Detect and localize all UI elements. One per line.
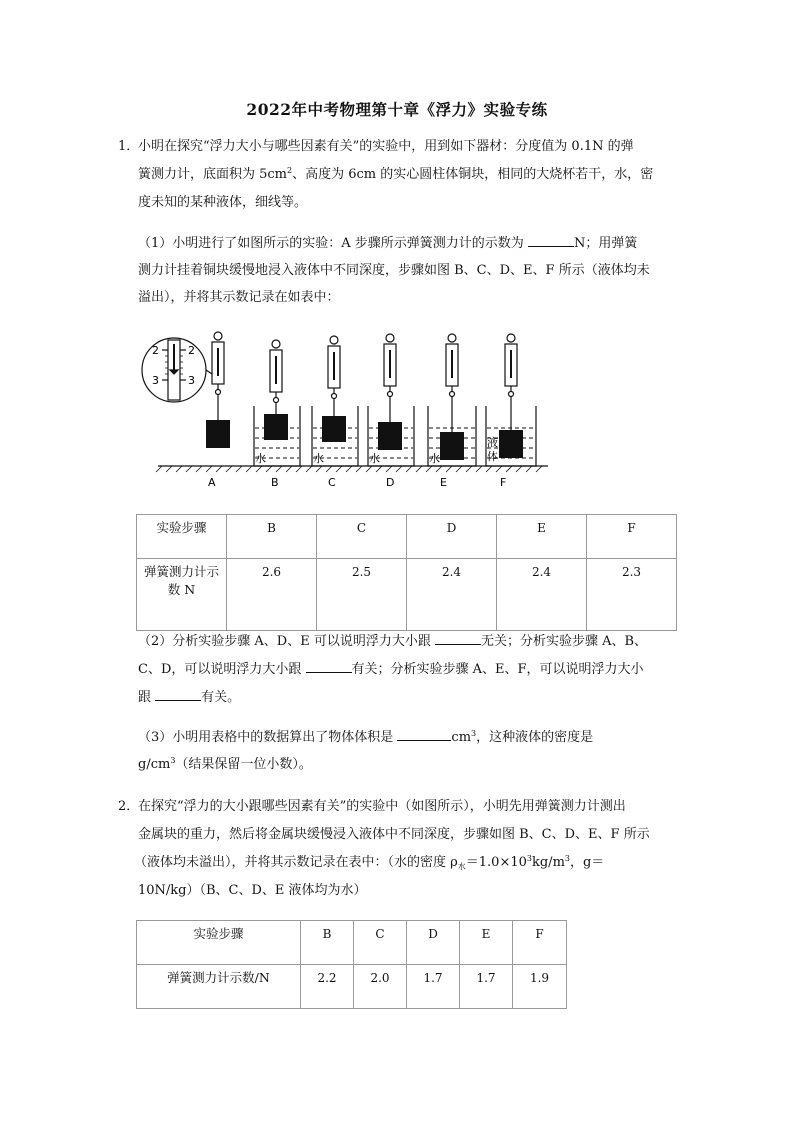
step-label-d: D (386, 476, 395, 489)
table-cell: C (354, 921, 407, 965)
table-cell: 2.4 (407, 559, 497, 631)
table-row-label: 弹簧测力计示数/N (137, 965, 301, 1009)
table-cell: 2.4 (497, 559, 587, 631)
table-cell: B (301, 921, 354, 965)
table-cell: 2.0 (354, 965, 407, 1009)
q1-part3-line2: $g/cm^3$（结果保留一位小数）。 (138, 756, 312, 772)
table-cell: 1.9 (513, 965, 567, 1009)
answer-blank[interactable] (397, 728, 451, 741)
q1-part2-line2: C、D，可以说明浮力大小跟 有关；分析实验步骤 A、E、F，可以说明浮力大小 (138, 662, 644, 677)
table-cell: 2.2 (301, 965, 354, 1009)
q2-text-line2: 金属块的重力，然后将金属块缓慢浸入液体中不同深度，步骤如图 B、C、D、E、F 所示 (138, 827, 650, 842)
q2-text-line3: （液体均未溢出），并将其示数记录在表中：（水的密度 $\rho_水=1.0\times 10^3kg/m^3$，g＝ (134, 854, 605, 871)
table-row (137, 515, 677, 559)
q2-number: 2． (118, 799, 140, 814)
scale-label: 3 (188, 374, 195, 387)
table-cell: F (513, 921, 567, 965)
q1-part1-line1: （1）小明进行了如图所示的实验：A 步骤所示弹簧测力计的示数为 N；用弹簧 (138, 236, 638, 251)
table-cell: E (497, 515, 587, 559)
table-cell: 2.3 (587, 559, 677, 631)
ground-hatching (156, 466, 542, 472)
table-row (137, 965, 567, 1009)
table-cell: 2.6 (227, 559, 317, 631)
scale-label: 2 (188, 344, 195, 357)
answer-blank[interactable] (155, 688, 201, 701)
q1-text-line2: 簧测力计，底面积为 $5cm^2$、高度为 6cm 的实心圆柱体铜块，相同的大烧杯若干，水，密 (138, 166, 654, 182)
table-header-label: 实验步骤 (137, 921, 301, 965)
table-cell: F (587, 515, 677, 559)
table-cell: E (460, 921, 513, 965)
q2-text-line1: 在探究“浮力的大小跟哪些因素有关”的实验中（如图所示），小明先用弹簧测力计测出 (138, 799, 626, 814)
water-label: 水 (369, 452, 380, 465)
q1-part2-line3: 跟 有关。 (138, 690, 241, 705)
table-cell: 1.7 (407, 965, 460, 1009)
q1-data-table (136, 514, 677, 631)
q1-text-line1: 小明在探究“浮力大小与哪些因素有关”的实验中，用到如下器材：分度值为 0.1N 的弹 (138, 139, 634, 154)
table-row (137, 559, 677, 631)
table-row (137, 921, 567, 965)
water-label: 水 (313, 452, 324, 465)
liquid-label: 体 (487, 450, 498, 463)
page-title: 2022年中考物理第十章《浮力》实验专练 (246, 100, 548, 119)
liquid-label: 液 (487, 436, 498, 449)
answer-blank[interactable] (435, 632, 481, 645)
q2-data-table (136, 920, 567, 1009)
table-cell: D (407, 921, 460, 965)
spring-scales (212, 332, 517, 432)
step-label-c: C (328, 476, 336, 489)
q2-text-line4: 10N/kg）（B、C、D、E 液体均为水） (138, 883, 367, 898)
table-cell: C (317, 515, 407, 559)
answer-blank[interactable] (306, 660, 352, 673)
answer-blank[interactable] (528, 234, 574, 247)
q1-text-line3: 度未知的某种液体，细线等。 (138, 195, 308, 210)
step-label-b: B (271, 476, 279, 489)
q1-number: 1． (118, 139, 140, 154)
table-cell: 2.5 (317, 559, 407, 631)
scale-label: 2 (152, 344, 159, 357)
table-header-label: 实验步骤 (137, 515, 227, 559)
q1-part1-line3: 溢出），并将其示数记录在如表中： (138, 290, 340, 305)
scale-label: 3 (152, 374, 159, 387)
water-label: 水 (255, 452, 266, 465)
water-label: 水 (429, 452, 440, 465)
step-label-e: E (440, 476, 447, 489)
table-cell: 1.7 (460, 965, 513, 1009)
q1-part2-line1: （2）分析实验步骤 A、D、E 可以说明浮力大小跟 无关；分析实验步骤 A、B、 (138, 634, 648, 649)
step-label-f: F (500, 476, 507, 489)
table-cell: D (407, 515, 497, 559)
step-label-a: A (208, 476, 216, 489)
q1-part1-line2: 测力计挂着铜块缓慢地浸入液体中不同深度，步骤如图 B、C、D、E、F 所示（液体均未 (138, 263, 650, 278)
table-row-label: 弹簧测力计示 数 N (137, 559, 227, 631)
table-cell: B (227, 515, 317, 559)
experiment-figure (138, 326, 558, 492)
q1-part3-line1: （3）小明用表格中的数据算出了物体体积是 $cm^3$，这种液体的密度是 (138, 729, 594, 745)
